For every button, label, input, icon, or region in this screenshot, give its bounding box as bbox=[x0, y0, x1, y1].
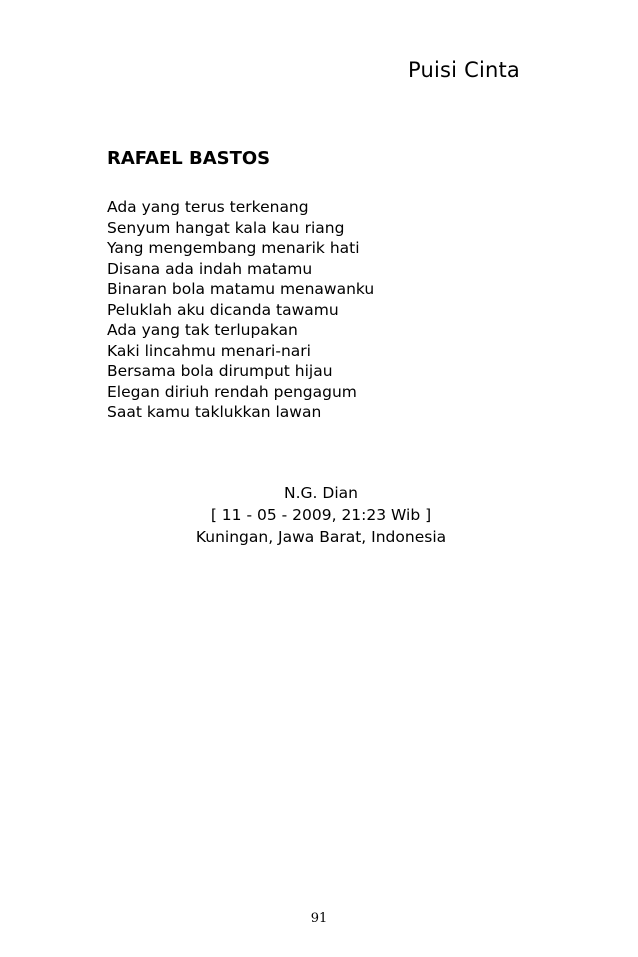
location: Kuningan, Jawa Barat, Indonesia bbox=[195, 528, 447, 546]
poem-line: Yang mengembang menarik hati bbox=[107, 239, 360, 257]
poem-body bbox=[107, 197, 374, 423]
signature-block bbox=[107, 482, 535, 548]
poem-line: Ada yang terus terkenang bbox=[107, 198, 309, 216]
poem-line: Elegan diriuh rendah pengagum bbox=[107, 382, 357, 401]
author-name: N.G. Dian bbox=[284, 484, 358, 502]
poem-line: Peluklah aku dicanda tawamu bbox=[107, 300, 339, 319]
poem-line: Disana ada indah matamu bbox=[107, 259, 313, 278]
poem-title: RAFAEL BASTOS bbox=[107, 148, 271, 169]
page-number: 91 bbox=[310, 911, 328, 926]
date-time: [ 11 - 05 - 2009, 21:23 Wib ] bbox=[210, 506, 432, 524]
poem-line: Binaran bola matamu menawanku bbox=[107, 280, 375, 298]
poem-line: Ada yang tak terlupakan bbox=[107, 321, 298, 339]
poem-line: Bersama bola dirumput hijau bbox=[107, 362, 333, 380]
poem-line: Kaki lincahmu menari-nari bbox=[107, 341, 311, 360]
poem-line: Saat kamu taklukkan lawan bbox=[107, 403, 322, 421]
poem-line: Senyum hangat kala kau riang bbox=[107, 218, 345, 237]
book-title: Puisi Cinta bbox=[408, 58, 520, 82]
